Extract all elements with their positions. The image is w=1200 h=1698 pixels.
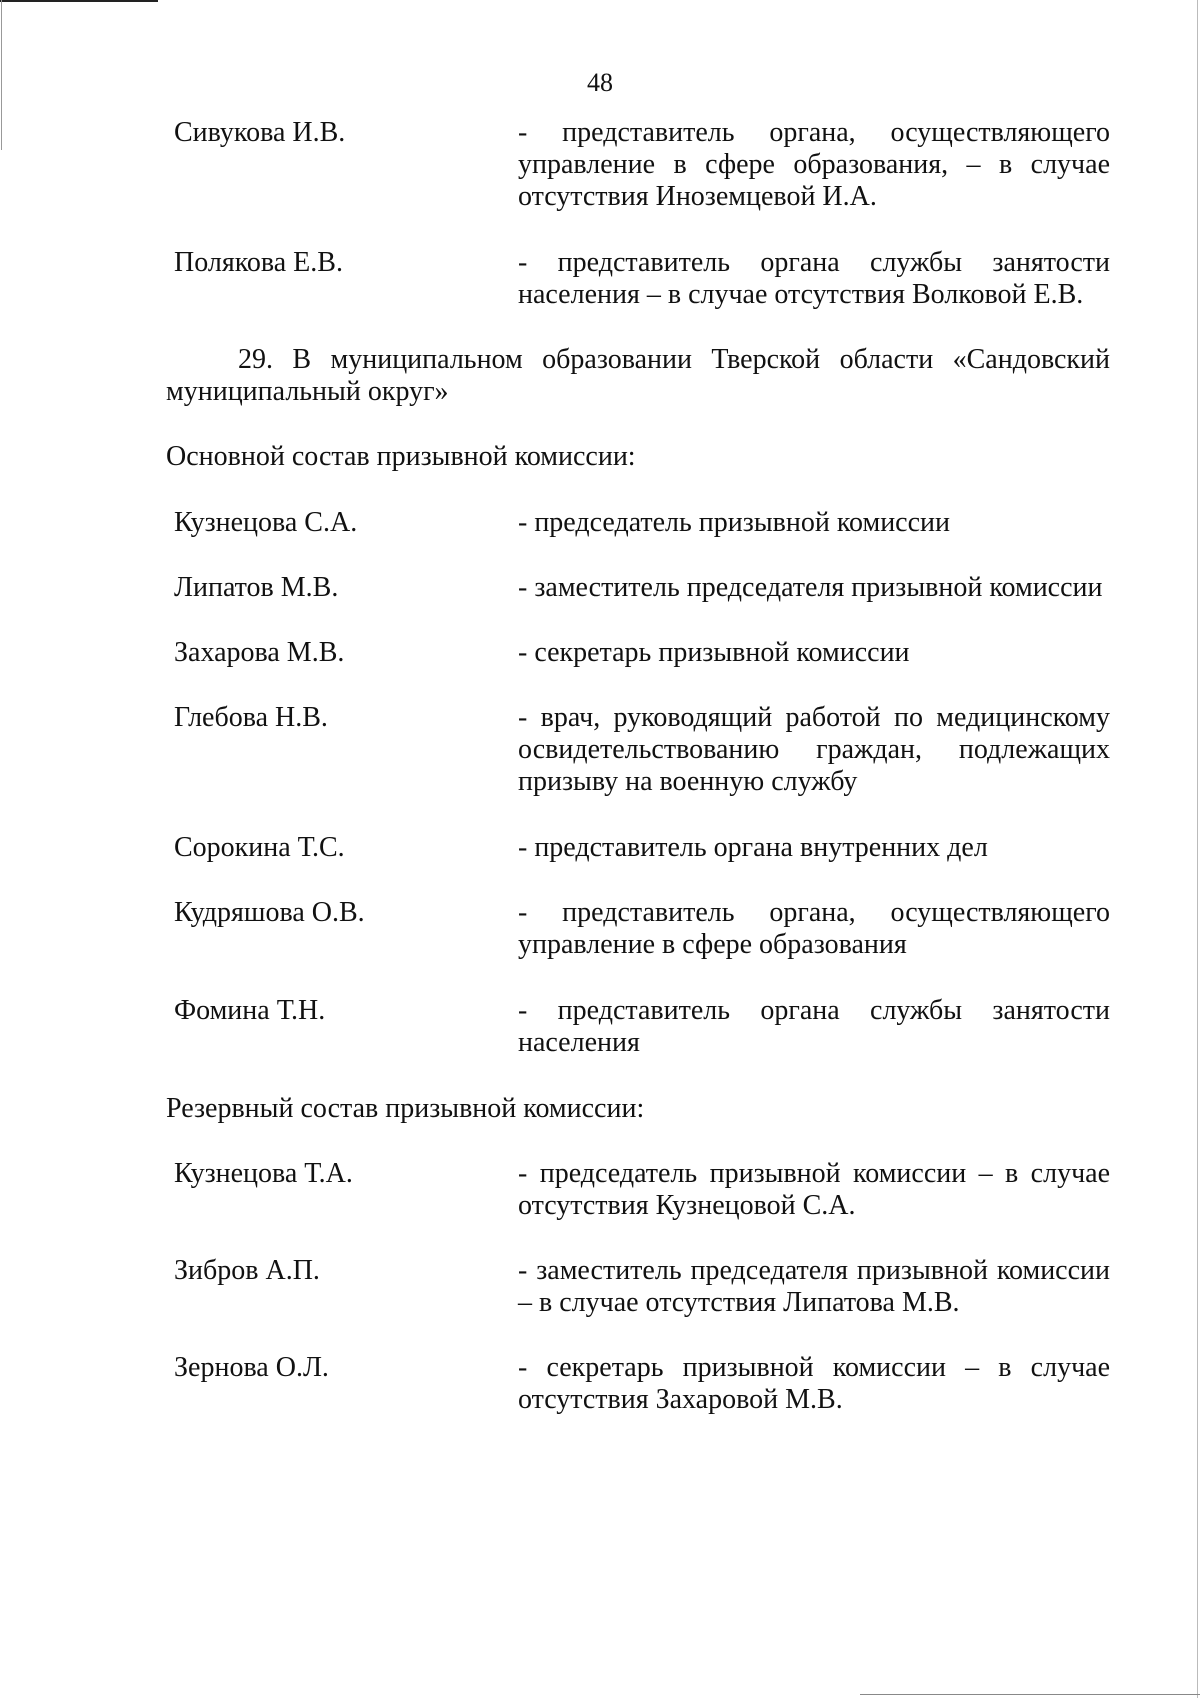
scan-edge-top	[0, 0, 158, 2]
page-number: 48	[587, 68, 613, 97]
member-name: Полякова Е.В.	[174, 247, 343, 278]
member-role: - секретарь призывной комиссии	[518, 637, 910, 668]
member-name: Кузнецова Т.А.	[174, 1158, 353, 1189]
member-role: - заместитель председателя призывной комиссии – в случае отсутствия Липатова М.В.	[518, 1255, 1110, 1318]
member-name: Кузнецова С.А.	[174, 507, 358, 538]
member-name: Липатов М.В.	[174, 572, 339, 603]
member-role: - представитель органа службы занятости населения – в случае отсутствия Волковой Е.В.	[518, 247, 1110, 310]
scan-edge-bottom	[860, 1694, 1200, 1695]
member-role: - председатель призывной комиссии	[518, 507, 951, 538]
member-role: - представитель органа, осуществляющего управление в сфере образования, – в случае отсутствия Иноземцевой И.А.	[518, 117, 1110, 212]
member-name: Зернова О.Л.	[174, 1352, 329, 1383]
member-role: - представитель органа внутренних дел	[518, 832, 988, 863]
section-paragraph: 29. В муниципальном образовании Тверской области «Сандовский муниципальный округ»	[166, 344, 1110, 407]
member-name: Фомина Т.Н.	[174, 995, 326, 1026]
member-role: - секретарь призывной комиссии – в случае отсутствия Захаровой М.В.	[518, 1352, 1110, 1415]
member-role: - врач, руководящий работой по медицинскому освидетельствованию граждан, подлежащих призыву на военную службу	[518, 702, 1110, 797]
member-name: Захарова М.В.	[174, 637, 345, 668]
scan-edge-right	[1197, 0, 1198, 1698]
member-name: Кудряшова О.В.	[174, 897, 365, 928]
member-role: - представитель органа службы занятости населения	[518, 995, 1110, 1058]
reserve-composition-heading: Резервный состав призывной комиссии:	[166, 1093, 645, 1124]
member-name: Сорокина Т.С.	[174, 832, 345, 863]
member-name: Глебова Н.В.	[174, 702, 328, 733]
member-role: - председатель призывной комиссии – в случае отсутствия Кузнецовой С.А.	[518, 1158, 1110, 1221]
main-composition-heading: Основной состав призывной комиссии:	[166, 441, 636, 472]
member-name: Зибров А.П.	[174, 1255, 320, 1286]
member-role: - представитель органа, осуществляющего управление в сфере образования	[518, 897, 1110, 960]
member-name: Сивукова И.В.	[174, 117, 346, 148]
member-role: - заместитель председателя призывной комиссии	[518, 572, 1103, 603]
